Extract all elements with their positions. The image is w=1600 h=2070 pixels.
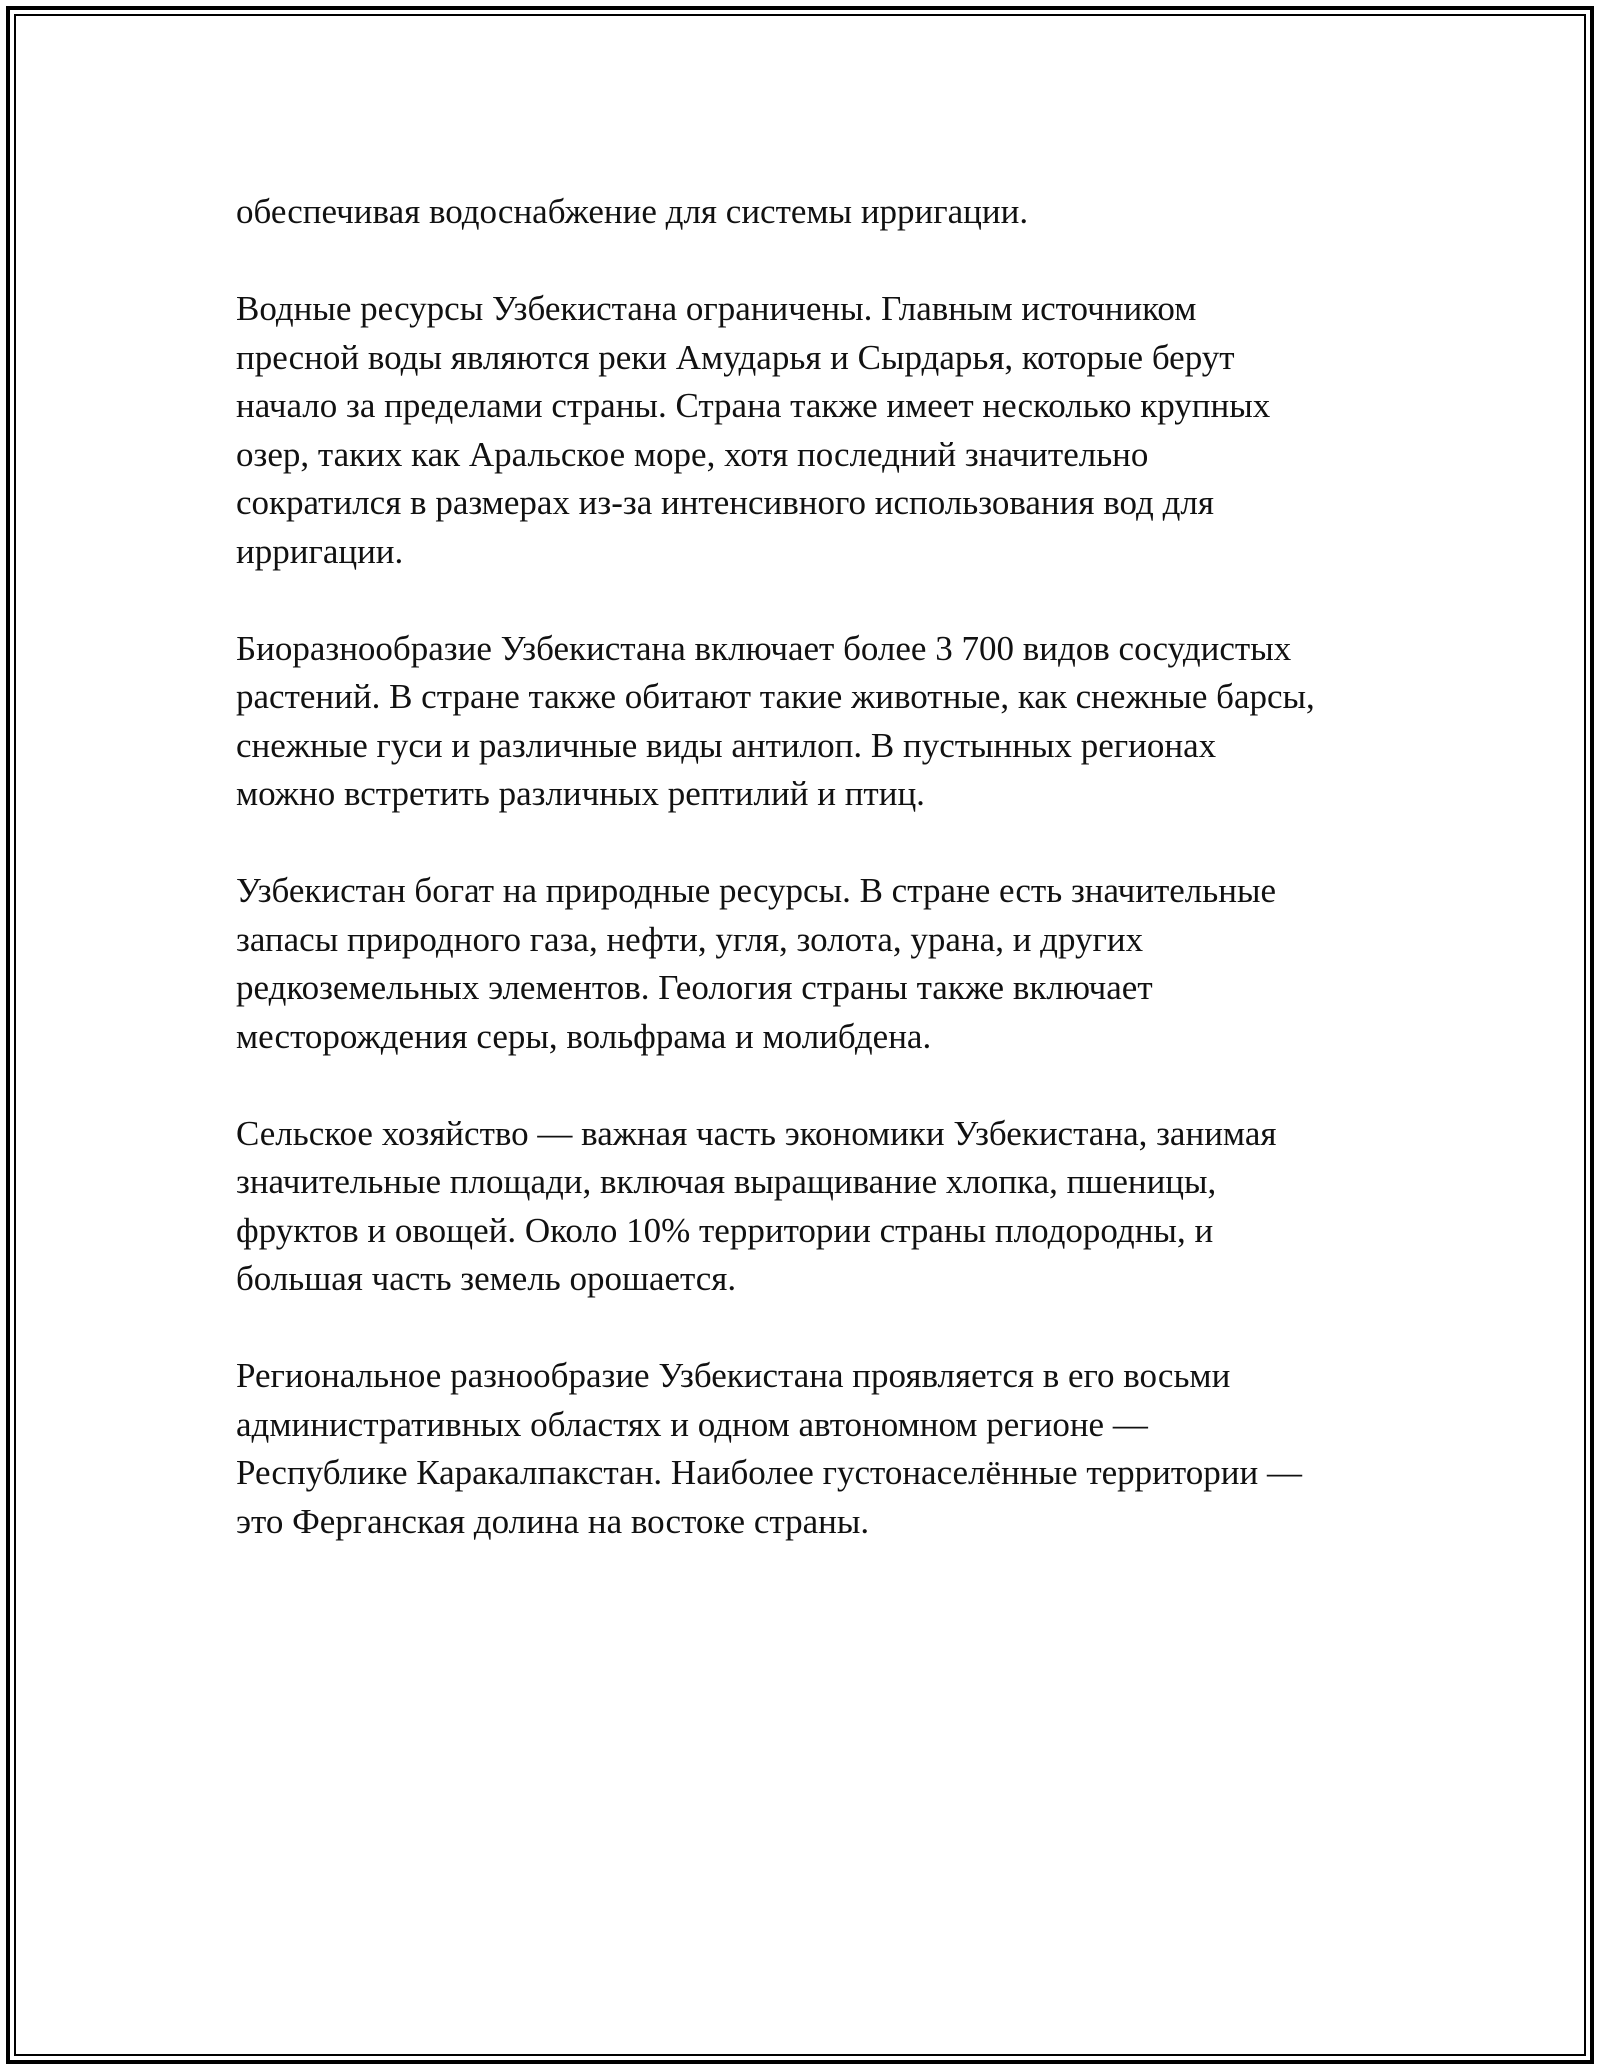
text-line: фруктов и овощей. Около 10% территории страны плодородны, и [236, 1210, 1214, 1250]
text-line: это Ферганская долина на востоке страны. [236, 1501, 870, 1541]
text-line: редкоземельных элементов. Геология страны также включает [236, 968, 1153, 1007]
text-line: можно встретить различных рептилий и птиц. [236, 774, 925, 813]
text-line: начало за пределами страны. Страна также имеет несколько крупных [236, 386, 1271, 425]
text-line: Биоразнообразие Узбекистана включает более 3 700 видов сосудистых [236, 628, 1292, 668]
paragraph-2 [236, 285, 1386, 576]
text-line: обеспечивая водоснабжение для системы ирригации. [236, 192, 1029, 231]
paragraph-6 [236, 1352, 1386, 1546]
text-line: административных областях и одном автономном регионе — [236, 1404, 1148, 1444]
paragraph-4 [236, 867, 1386, 1061]
text-line: Сельское хозяйство — важная часть экономики Узбекистана, занимая [236, 1113, 1277, 1153]
text-line: Узбекистан богат на природные ресурсы. В стране есть значительные [236, 871, 1277, 910]
text-line: большая часть земель орошается. [236, 1259, 737, 1298]
text-line: Республике Каракалпакстан. Наиболее густонаселённые территории — [236, 1453, 1302, 1492]
text-line: значительные площади, включая выращивание хлопка, пшеницы, [236, 1162, 1217, 1201]
text-line: Водные ресурсы Узбекистана ограничены. Главным источником [236, 289, 1197, 328]
paragraph-3 [236, 625, 1386, 819]
text-line: месторождения серы, вольфрама и молибдена. [236, 1016, 932, 1056]
text-line: пресной воды являются реки Амударья и Сырдарья, которые берут [236, 337, 1235, 377]
text-line: сократился в размерах из-за интенсивного использования вод для [236, 483, 1214, 522]
paragraph-5 [236, 1110, 1386, 1304]
text-line: ирригации. [236, 531, 404, 571]
text-line: запасы природного газа, нефти, угля, золота, урана, и других [236, 919, 1144, 959]
text-line: растений. В стране также обитают такие животные, как снежные барсы, [236, 677, 1315, 716]
text-line: Региональное разнообразие Узбекистана проявляется в его восьми [236, 1356, 1231, 1395]
text-line: снежные гуси и различные виды антилоп. В пустынных регионах [236, 725, 1217, 765]
document-body [236, 188, 1386, 1546]
text-line: озер, таких как Аральское море, хотя последний значительно [236, 434, 1149, 474]
paragraph-1 [236, 188, 1386, 237]
